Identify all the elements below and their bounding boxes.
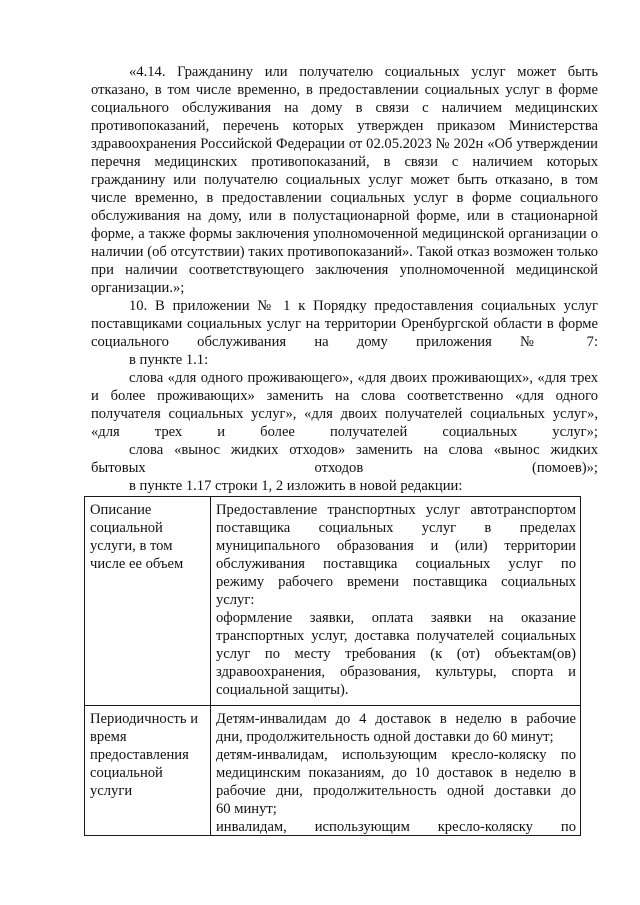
paragraph-point-1-1: в пункте 1.1:: [129, 352, 209, 368]
cell-label-text: Периодичность и время предоставления социальной услуги: [90, 711, 199, 799]
table-row: [85, 497, 581, 706]
paragraph-replace-words-2: слова «вынос жидких отходов» заменить на слова «вынос жидких бытовых отходов (помоев)»;: [91, 442, 598, 476]
cell-line: медицинским показаниям, до 10 доставок в неделю в: [216, 765, 576, 781]
table-cell-label: Описание социальной услуги, в том числе ее объем: [85, 497, 211, 706]
cell-line: муниципального образования и (или) территории: [216, 538, 576, 554]
cell-line: Предоставление транспортных услуг автотранспортом: [216, 502, 576, 518]
table-cell-periodicity: [211, 706, 581, 836]
cell-line: дни, продолжительность одной доставки до 60 минут;: [216, 729, 554, 745]
table-row: [85, 706, 581, 836]
paragraph-point-1-17: в пункте 1.17 строки 1, 2 изложить в новой редакции:: [129, 478, 463, 494]
table-cell-label: [85, 706, 211, 836]
paragraph-4-14: «4.14. Гражданину или получателю социальных услуг может быть отказано, в том числе временно, в предоставлении социальных услуг в форме социального обслуживания на дому в связи с наличием медицинских противопоказаний, перечень которых утвержден приказом Министерства здравоохранения Российской Федерации от 02.05.2023 № 202н «Об утверждении перечня медицинских противопоказаний, в связи с наличием которых гражданину или получателю социальных услуг может быть отказано, в том числе временно, в предоставлении социальных услуг в форме социального обслуживания на дому, или в полустационарной форме, или в стационарной форме, а также формы заключения уполномоченной медицинской организации о наличии (об отсутствии) таких противопоказаний». Такой отказ возможен только при наличии соответствующего заключения уполномоченной медицинской организации.»;: [91, 64, 598, 296]
cell-line: Детям-инвалидам до 4 доставок в неделю в рабочие: [216, 711, 576, 727]
cell-lines-wrap: [216, 710, 576, 835]
cell-line: услуг по месту требования (к (от) объектам(ов): [216, 646, 576, 662]
cell-line: поставщика социальных услуг в пределах: [216, 520, 576, 536]
document-body: [91, 63, 598, 495]
cell-line: оформление заявки, оплата заявки на оказание: [216, 610, 576, 626]
cell-line: детям-инвалидам, использующим кресло-коляску по: [216, 747, 576, 763]
cell-line: режиму рабочего времени поставщика социальных: [216, 574, 576, 590]
cell-line: здравоохранения, образования, культуры, спорта и: [216, 664, 576, 680]
services-table: [84, 496, 581, 836]
cell-line: транспортных услуг, доставка получателей социальных: [216, 628, 576, 644]
table-cell-description: [211, 497, 581, 706]
cell-line: социальной защиты).: [216, 682, 349, 698]
cell-line: 60 минут;: [216, 801, 277, 817]
cell-line: обслуживания поставщика социальных услуг по: [216, 556, 576, 572]
paragraph-replace-words-1: слова «для одного проживающего», «для двоих проживающих», «для трех и более проживающих» заменить на слова соответственно «для одного получателя социальных услуг», «для двоих получателей социальных услуг», «для трех и более получателей социальных услуг»;: [91, 370, 598, 440]
cell-line: инвалидам, использующим кресло-коляску по: [216, 819, 576, 835]
cell-line: услуг:: [216, 592, 255, 608]
paragraph-item-10: 10. В приложении № 1 к Порядку предоставления социальных услуг поставщиками социальных услуг на территории Оренбургской области в форме социального обслуживания на дому приложения № 7:: [91, 298, 598, 350]
cell-line: рабочие дни, продолжительность одной доставки до: [216, 783, 576, 799]
